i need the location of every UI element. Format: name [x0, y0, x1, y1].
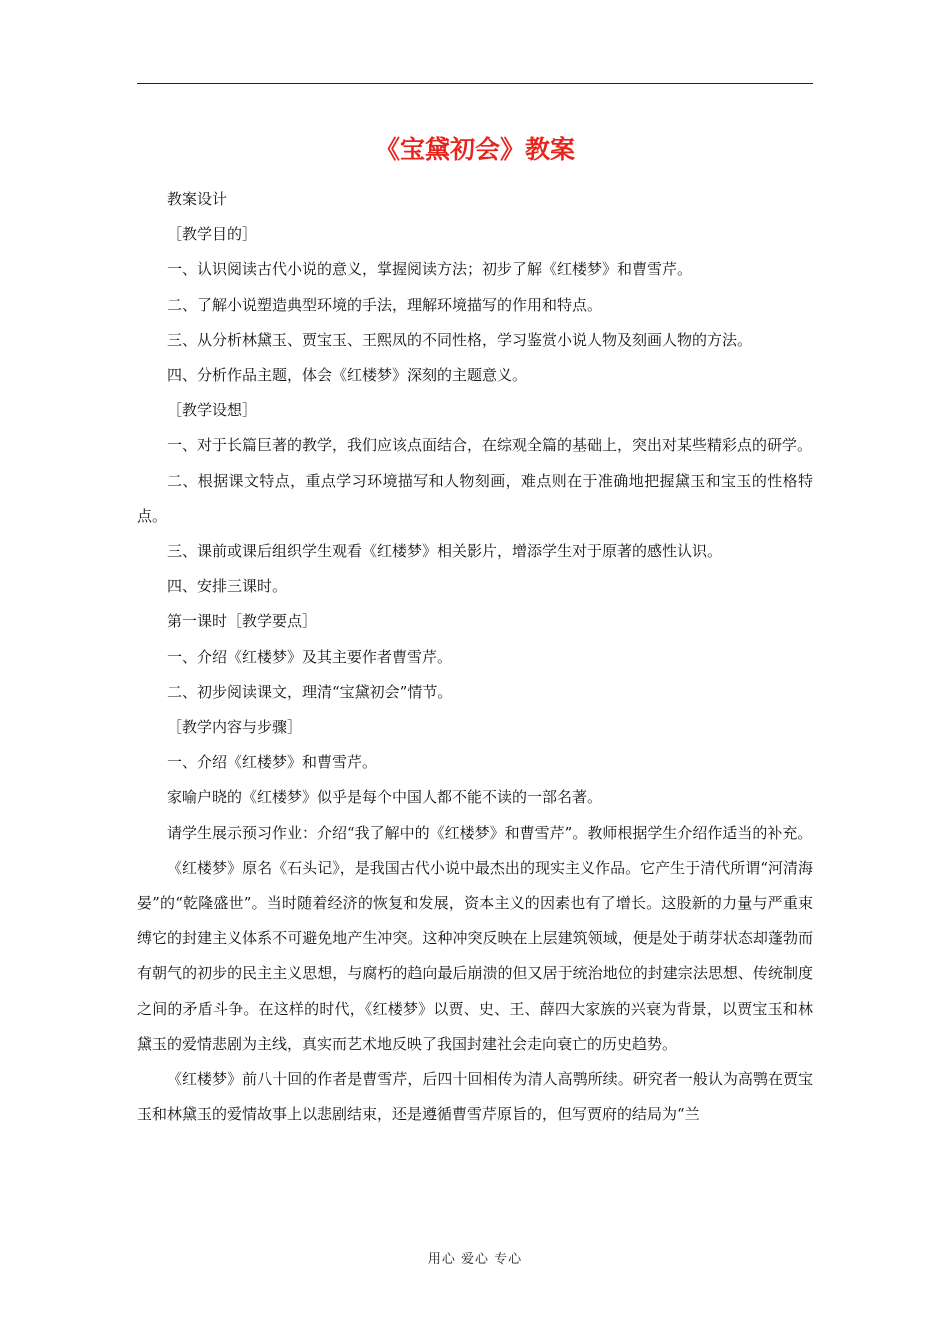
paragraph: 二、初步阅读课文，理清“宝黛初会”情节。 — [167, 682, 453, 701]
paragraph: 三、课前或课后组织学生观看《红楼梦》相关影片，增添学生对于原著的感性认识。 — [167, 542, 723, 561]
document-title: 《宝黛初会》教案 — [374, 135, 575, 164]
paragraph: ［教学内容与步骤］ — [167, 718, 303, 737]
paragraph: 家喻户晓的《红楼梦》似乎是每个中国人都不能不读的一部名著。 — [167, 788, 603, 807]
paragraph: 四、分析作品主题，体会《红楼梦》深刻的主题意义。 — [167, 366, 528, 385]
paragraph: 三、从分析林黛玉、贾宝玉、王熙凤的不同性格，学习鉴赏小说人物及刻画人物的方法。 — [167, 330, 753, 349]
paragraph: 二、了解小说塑造典型环境的手法，理解环境描写的作用和特点。 — [167, 295, 603, 314]
paragraph: 一、对于长篇巨著的教学，我们应该点面结合，在综观全篇的基础上，突出对某些精彩点的研学。 — [167, 436, 813, 455]
paragraph: 《红楼梦》前八十回的作者是曹雪芹，后四十回相传为清人高鹗所续。研究者一般认为高鹗在贾宝玉和林黛玉的爱情故事上以悲剧结束，还是遵循曹雪芹原旨的，但写贾府的结局为“兰 — [137, 1070, 813, 1124]
paragraph: ［教学设想］ — [167, 401, 258, 420]
paragraph: 四、安排三课时。 — [167, 577, 288, 596]
paragraph: 二、根据课文特点，重点学习环境描写和人物刻画，难点则在于准确地把握黛玉和宝玉的性格特点。 — [137, 471, 813, 525]
paragraph: 第一课时［教学要点］ — [167, 612, 318, 631]
paragraph: 一、介绍《红楼梦》及其主要作者曹雪芹。 — [167, 647, 453, 666]
header-rule — [137, 83, 813, 84]
paragraph: ［教学目的］ — [167, 225, 258, 244]
paragraph: 一、介绍《红楼梦》和曹雪芹。 — [167, 753, 378, 772]
paragraph: 《红楼梦》原名《石头记》，是我国古代小说中最杰出的现实主义作品。它产生于清代所谓“河清海晏”的“乾隆盛世”。当时随着经济的恢复和发展，资本主义的因素也有了增长。这股新的力量与严重束缚它的封建主义体系不可避免地产生冲突。这种冲突反映在上层建筑领域，便是处于萌芽状态却蓬勃而有朝气的初步的民主主义思想，与腐朽的趋向最后崩溃的但又居于统治地位的封建宗法思想、传统制度之间的矛盾斗争。在这样的时代，《红楼梦》以贾、史、王、薛四大家族的兴衰为背景，以贾宝玉和林黛玉的爱情悲剧为主线，真实而艺术地反映了我国封建社会走向衰亡的历史趋势。 — [137, 858, 813, 1053]
paragraph: 请学生展示预习作业：介绍“我了解中的《红楼梦》和曹雪芹”。教师根据学生介绍作适当的补充。 — [167, 823, 813, 842]
page-footer: 用心 爱心 专心 — [427, 1252, 523, 1267]
paragraph: 教案设计 — [167, 190, 228, 208]
paragraph: 一、认识阅读古代小说的意义，掌握阅读方法；初步了解《红楼梦》和曹雪芹。 — [167, 260, 693, 279]
document-body — [137, 182, 813, 1132]
